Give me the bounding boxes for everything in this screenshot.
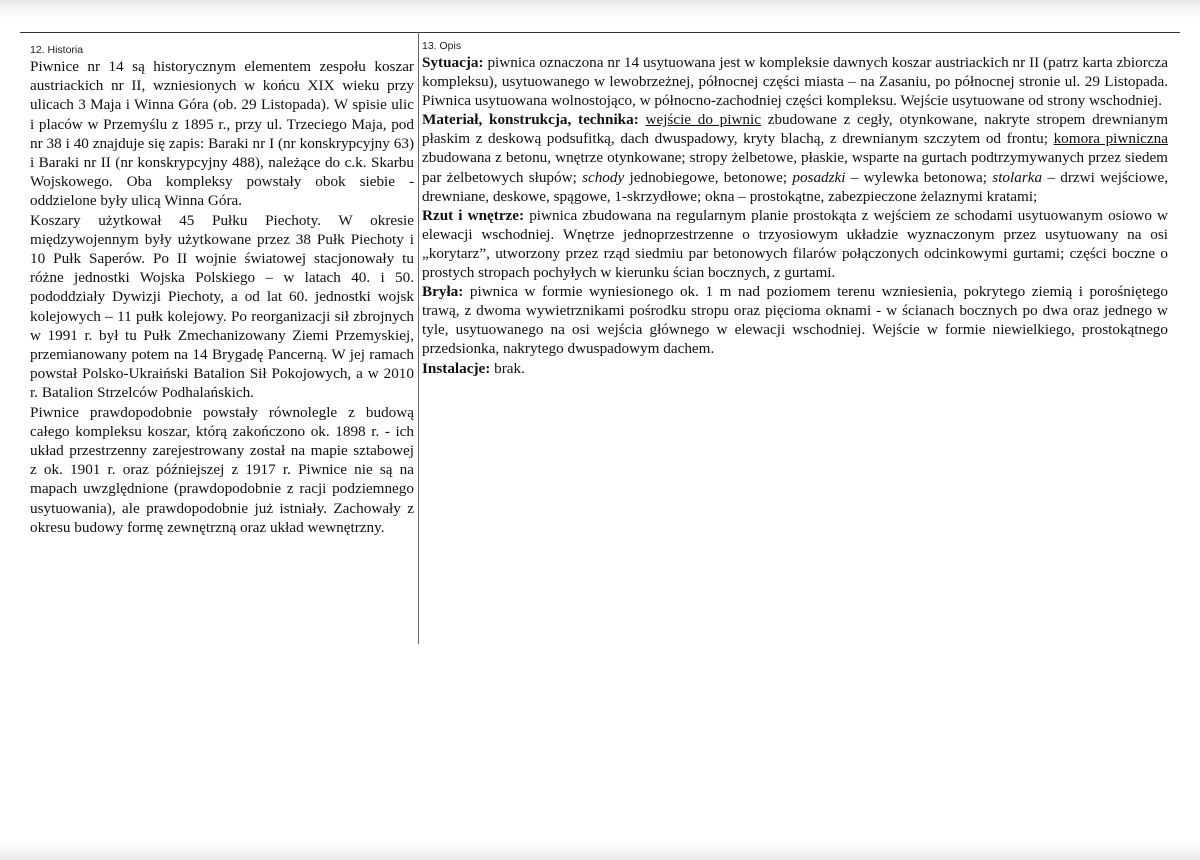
- history-paragraph-3: Piwnice prawdopodobnie powstały równolegle z budową całego kompleksu koszar, którą zakończono ok. 1898 r. - ich układ przestrzenny zarejestrowany został na mapie sztabowej z ok. 1901 r. oraz późniejszej z 1917 r. Piwnice nie są na mapach uwzględnione (prawdopodobnie z racji podziemnego usytuowania), ale prawdopodobnie już istniały. Zachowały z okresu budowy formę zewnętrzną oraz układ wewnętrzny.: [30, 403, 414, 536]
- plan-paragraph: [422, 206, 1168, 282]
- cellar-chamber-term: komora piwniczna: [1053, 130, 1168, 148]
- scan-edge-top: [0, 0, 1200, 20]
- column-divider: [418, 32, 419, 644]
- description-section: [422, 40, 1168, 460]
- situation-heading: Sytuacja:: [422, 54, 484, 71]
- plan-text: piwnica zbudowana na regularnym planie prostokąta z wejściem ze schodami usytuowanym osiowo w elewacji wschodniej. Wnętrze jednoprzestrzenne o trzyosiowym układzie wyznaczonym przez usytuowany na osi „korytarz”, utworzony przez rząd siedmiu par betonowych filarów połączonych odcinkowymi gurtami; części boczne o prostych stropach pochyłych w kierunku ścian bocznych, z gurtami.: [422, 206, 1168, 282]
- entrance-term: wejście do piwnic: [645, 111, 761, 129]
- installations-text: brak.: [490, 359, 525, 377]
- description-label: 13. Opis: [422, 40, 462, 52]
- material-text-2: zbudowana z betonu, wnętrze otynkowane; stropy żelbetowe, płaskie, wsparte na gurtach podtrzymywanych przez siedem par żelbetowych słupów;: [422, 149, 1168, 186]
- material-text-3: jednobiegowe, betonowe;: [624, 168, 793, 186]
- situation-text: piwnica oznaczona nr 14 usytuowana jest w kompleksie dawnych koszar austriackich nr II (patrz karta zbiorcza kompleksu), usytuowanego w lewobrzeżnej, północnej części miasta – na Zasaniu, po północnej stronie ul. 29 Listopada. Piwnica usytuowana wolnostojąco, w północno-zachodniej części kompleksu. Wejście usytuowane od strony wschodniej.: [422, 54, 1168, 110]
- scan-edge-bottom: [0, 842, 1200, 860]
- installations-paragraph: [422, 359, 1168, 378]
- description-text: [422, 53, 1168, 378]
- joinery-term: stolarka: [992, 168, 1043, 186]
- history-label: 12. Historia: [30, 44, 84, 56]
- massing-paragraph: [422, 282, 1168, 358]
- stairs-term: schody: [582, 168, 625, 186]
- history-paragraph-1: Piwnice nr 14 są historycznym elementem zespołu koszar austriackich nr II, wzniesionych w końcu XIX wieku przy ulicach 3 Maja i Winna Góra (ob. 29 Listopada). W spisie ulic i placów w Przemyślu z 1895 r., przy ul. Trzeciego Maja, pod nr 38 i 40 znajduje się zapis: Baraki nr I (nr konskrypcyjny 63) i Baraki nr II (nr konskrypcyjny 488), należące do c.k. Skarbu Wojskowego. Oba kompleksy powstały obok siebie - oddzielone były ulicą Winna Góra.: [30, 58, 414, 210]
- material-text-1: zbudowane z cegły, otynkowane, nakryte stropem drewnianym płaskim z deskową podsufitką, dach dwuspadowy, kryty blachą, z drewnianym szczytem od frontu;: [422, 111, 1169, 148]
- floors-term: posadzki: [792, 168, 846, 186]
- material-paragraph: [422, 110, 1168, 205]
- history-text: [30, 57, 414, 537]
- material-heading: Materiał, konstrukcja, technika:: [422, 111, 639, 129]
- massing-heading: Bryła:: [422, 283, 464, 301]
- plan-heading: Rzut i wnętrze:: [422, 206, 525, 224]
- history-paragraph-2: Koszary użytkował 45 Pułku Piechoty. W okresie międzywojennym były użytkowane przez 38 Pułk Piechoty i 10 Pułk Saperów. Po II wojnie światowej stacjonowały tu różne jednostki Wojska Polskiego – w latach 40. i 50. pododdziały Dywizji Piechoty, a od lat 60. jednostki wojsk kolejowych – 11 pułk kolejowy. Po reorganizacji sił zbrojnych w 1991 r. był tu Pułk Zmechanizowany Ziemi Przemyskiej, przemianowany potem na 14 Brygadę Pancerną. W jej ramach powstał Polsko-Ukraiński Batalion Sił Pokojowych, a w 2010 r. Batalion Strzelców Podhalańskich.: [30, 211, 414, 402]
- installations-heading: Instalacje:: [422, 359, 491, 377]
- history-section: [30, 44, 414, 642]
- material-text-4: – wylewka betonowa;: [845, 168, 993, 186]
- massing-text: piwnica w formie wyniesionego ok. 1 m nad poziomem terenu wzniesienia, pokrytego ziemią i porośniętego trawą, z dwoma wywietrznikami pośrodku stropu oraz pięcioma oknami - w ścianach bocznych po dwa oraz jednego w tyle, usytuowanego na osi wejścia głównego w elewacji wschodniej. Wejście w formie niewielkiego, prostokątnego przedsionka, nakrytego dwuspadowym dachem.: [422, 283, 1168, 358]
- situation-paragraph: [422, 53, 1168, 110]
- material-text-5: – drzwi wejściowe, drewniane, deskowe, spągowe, 1-skrzydłowe; okna – prostokątne, zabezpieczone żelaznymi kratami;: [422, 168, 1168, 205]
